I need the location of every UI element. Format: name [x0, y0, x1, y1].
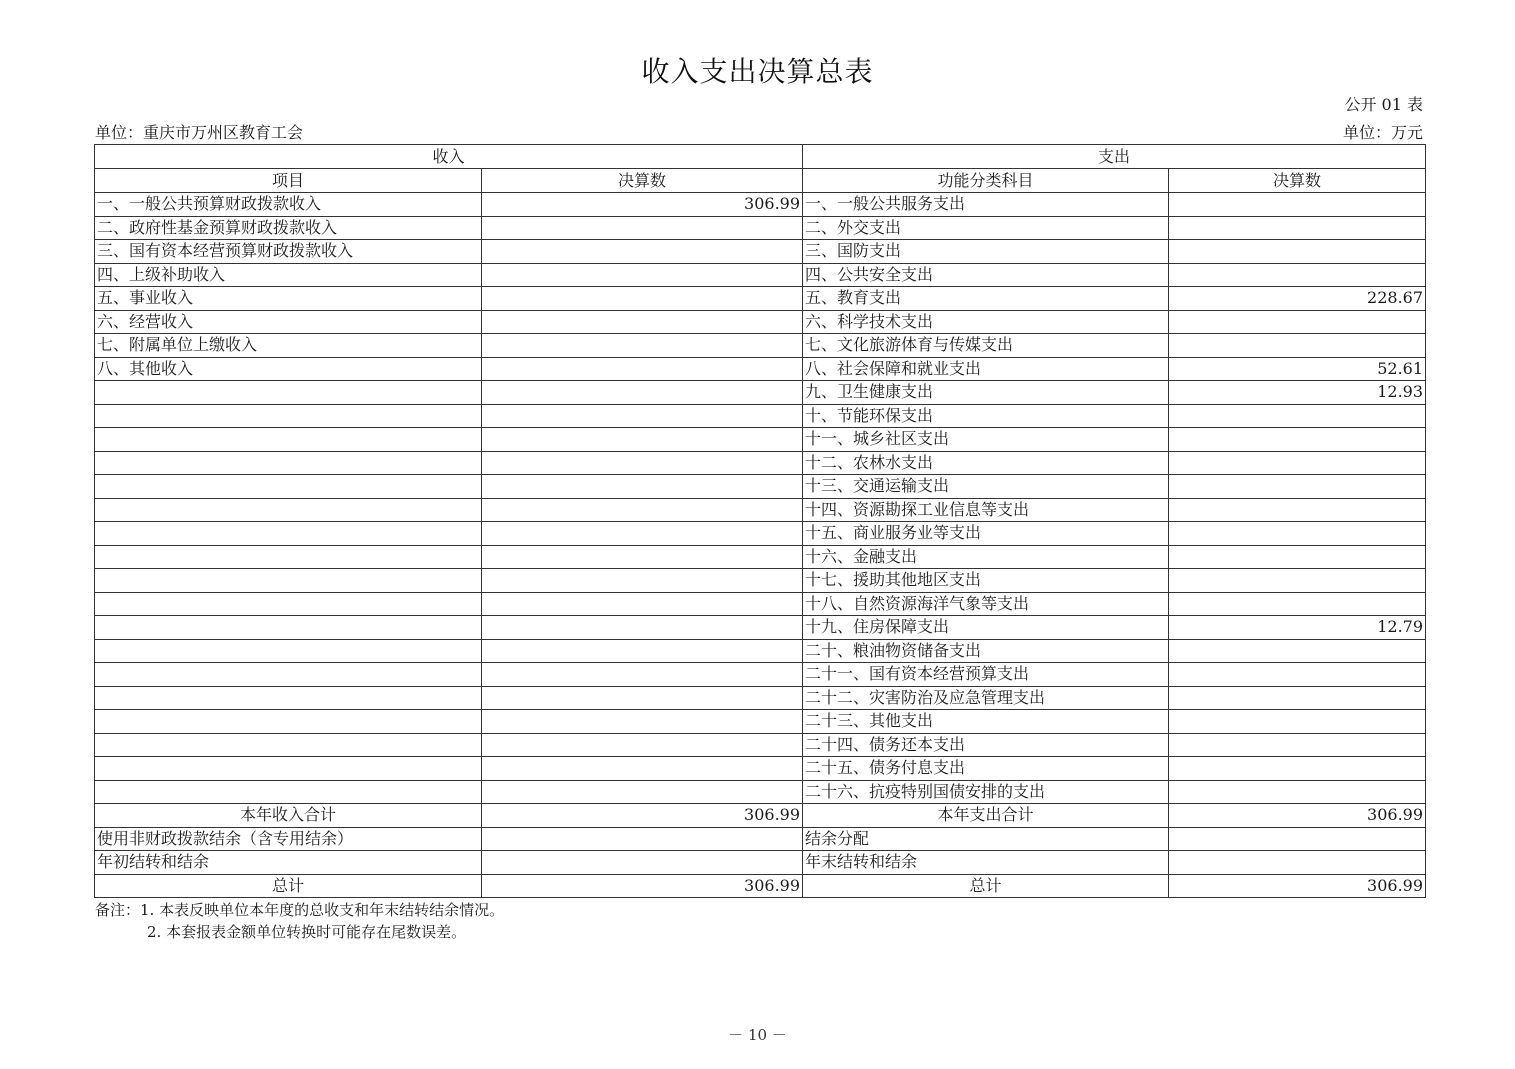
expense-subtotal-label: 本年支出合计	[803, 804, 1169, 828]
notes	[95, 899, 504, 943]
income-item-cell	[95, 592, 482, 616]
table-row	[95, 639, 1426, 663]
income-group-header: 收入	[95, 145, 803, 169]
table-row	[95, 592, 1426, 616]
income-amount-cell	[482, 498, 803, 522]
expense-item-cell: 九、卫生健康支出	[803, 381, 1169, 405]
expense-item-cell: 十二、农林水支出	[803, 451, 1169, 475]
income-item-cell	[95, 616, 482, 640]
note-line-2: 2. 本套报表金额单位转换时可能存在尾数误差。	[147, 923, 467, 941]
income-amount-cell	[482, 639, 803, 663]
table-row	[95, 498, 1426, 522]
income-item-cell	[95, 663, 482, 687]
income-item-cell: 一、一般公共预算财政拨款收入	[95, 193, 482, 217]
expense-amount-cell	[1169, 193, 1426, 217]
table-row	[95, 287, 1426, 311]
income-amount-cell	[482, 357, 803, 381]
income-item-cell: 七、附属单位上缴收入	[95, 334, 482, 358]
income-item-cell: 六、经营收入	[95, 310, 482, 334]
income-amount-cell	[482, 240, 803, 264]
income-item-cell	[95, 522, 482, 546]
income-item-cell	[95, 545, 482, 569]
income-amount-cell	[482, 263, 803, 287]
expense-amount-cell	[1169, 757, 1426, 781]
income-item-cell	[95, 428, 482, 452]
income-amount-cell	[482, 381, 803, 405]
expense-item-cell: 二十三、其他支出	[803, 710, 1169, 734]
expense-amount-cell	[1169, 263, 1426, 287]
income-amount-cell	[482, 475, 803, 499]
income-amount-cell	[482, 404, 803, 428]
expense-item-cell: 二十六、抗疫特别国债安排的支出	[803, 780, 1169, 804]
income-amount-cell	[482, 663, 803, 687]
income-balance-amount	[482, 827, 803, 851]
income-amount-cell	[482, 287, 803, 311]
income-amount-cell	[482, 334, 803, 358]
reporting-unit: 单位：重庆市万州区教育工会	[95, 123, 304, 142]
income-item-cell	[95, 757, 482, 781]
expense-amount-cell	[1169, 240, 1426, 264]
table-row	[95, 310, 1426, 334]
expense-item-cell: 二十一、国有资本经营预算支出	[803, 663, 1169, 687]
expense-balance-item: 年末结转和结余	[803, 851, 1169, 875]
income-amount-cell	[482, 216, 803, 240]
income-item-cell	[95, 686, 482, 710]
table-row	[95, 216, 1426, 240]
income-item-cell: 二、政府性基金预算财政拨款收入	[95, 216, 482, 240]
expense-subtotal-amount: 306.99	[1169, 804, 1426, 828]
income-amount-cell	[482, 616, 803, 640]
expense-item-cell: 二十五、债务付息支出	[803, 757, 1169, 781]
table-row	[95, 193, 1426, 217]
balance-row	[95, 827, 1426, 851]
income-expense-table	[94, 144, 1426, 898]
form-number: 公开 01 表	[1344, 95, 1423, 114]
expense-amount-cell	[1169, 639, 1426, 663]
expense-item-cell: 三、国防支出	[803, 240, 1169, 264]
income-item-cell	[95, 710, 482, 734]
expense-item-cell: 五、教育支出	[803, 287, 1169, 311]
income-balance-item: 年初结转和结余	[95, 851, 482, 875]
expense-item-cell: 十四、资源勘探工业信息等支出	[803, 498, 1169, 522]
income-item-cell	[95, 498, 482, 522]
table-row	[95, 757, 1426, 781]
currency-unit: 单位：万元	[1342, 123, 1423, 142]
income-item-cell	[95, 569, 482, 593]
income-amount-cell	[482, 310, 803, 334]
table-row	[95, 522, 1426, 546]
summary-body	[95, 804, 1426, 898]
expense-balance-amount	[1169, 827, 1426, 851]
table-row	[95, 357, 1426, 381]
income-balance-amount	[482, 851, 803, 875]
expense-amount-cell: 12.79	[1169, 616, 1426, 640]
income-amount-cell	[482, 733, 803, 757]
income-total-label: 总计	[95, 874, 482, 898]
table-row	[95, 545, 1426, 569]
income-amount-cell	[482, 451, 803, 475]
income-subtotal-label: 本年收入合计	[95, 804, 482, 828]
table-row	[95, 710, 1426, 734]
expense-amount-cell: 12.93	[1169, 381, 1426, 405]
income-item-cell: 八、其他收入	[95, 357, 482, 381]
income-item-cell	[95, 451, 482, 475]
table-row	[95, 616, 1426, 640]
expense-amount-cell	[1169, 545, 1426, 569]
expense-balance-item: 结余分配	[803, 827, 1169, 851]
expense-item-cell: 十、节能环保支出	[803, 404, 1169, 428]
income-subtotal-amount: 306.99	[482, 804, 803, 828]
income-amount-cell	[482, 686, 803, 710]
table-row	[95, 240, 1426, 264]
table-body	[95, 193, 1426, 804]
income-amount-header: 决算数	[482, 169, 803, 193]
column-header-row	[95, 169, 1426, 193]
income-item-cell	[95, 639, 482, 663]
table-row	[95, 663, 1426, 687]
income-amount-cell	[482, 569, 803, 593]
expense-item-cell: 八、社会保障和就业支出	[803, 357, 1169, 381]
table-row	[95, 733, 1426, 757]
expense-amount-cell	[1169, 404, 1426, 428]
income-amount-cell	[482, 780, 803, 804]
total-row	[95, 874, 1426, 898]
page-title: 收入支出决算总表	[641, 55, 874, 88]
income-amount-cell	[482, 592, 803, 616]
expense-group-header: 支出	[803, 145, 1426, 169]
balance-row	[95, 851, 1426, 875]
expense-amount-cell	[1169, 310, 1426, 334]
expense-amount-cell	[1169, 475, 1426, 499]
expense-item-cell: 二、外交支出	[803, 216, 1169, 240]
table-row	[95, 569, 1426, 593]
income-item-cell: 五、事业收入	[95, 287, 482, 311]
expense-item-cell: 十一、城乡社区支出	[803, 428, 1169, 452]
expense-amount-cell	[1169, 498, 1426, 522]
expense-amount-header: 决算数	[1169, 169, 1426, 193]
expense-amount-cell: 228.67	[1169, 287, 1426, 311]
income-item-cell: 四、上级补助收入	[95, 263, 482, 287]
page-number: － 10 －	[728, 1026, 787, 1044]
expense-amount-cell	[1169, 451, 1426, 475]
expense-amount-cell	[1169, 663, 1426, 687]
income-item-cell	[95, 780, 482, 804]
expense-amount-cell	[1169, 522, 1426, 546]
income-amount-cell	[482, 428, 803, 452]
expense-item-cell: 十九、住房保障支出	[803, 616, 1169, 640]
expense-item-cell: 十六、金融支出	[803, 545, 1169, 569]
subtotal-row	[95, 804, 1426, 828]
income-amount-cell	[482, 545, 803, 569]
expense-item-cell: 十八、自然资源海洋气象等支出	[803, 592, 1169, 616]
income-item-cell	[95, 733, 482, 757]
expense-amount-cell	[1169, 686, 1426, 710]
expense-item-cell: 二十、粮油物资储备支出	[803, 639, 1169, 663]
expense-amount-cell	[1169, 592, 1426, 616]
income-amount-cell	[482, 757, 803, 781]
table-row	[95, 263, 1426, 287]
income-item-header: 项目	[95, 169, 482, 193]
expense-item-header: 功能分类科目	[803, 169, 1169, 193]
expense-item-cell: 二十四、债务还本支出	[803, 733, 1169, 757]
income-amount-cell	[482, 710, 803, 734]
expense-amount-cell	[1169, 780, 1426, 804]
expense-item-cell: 十五、商业服务业等支出	[803, 522, 1169, 546]
table-row	[95, 381, 1426, 405]
expense-amount-cell	[1169, 569, 1426, 593]
expense-amount-cell	[1169, 216, 1426, 240]
expense-amount-cell	[1169, 710, 1426, 734]
table-row	[95, 451, 1426, 475]
income-item-cell	[95, 381, 482, 405]
income-balance-item: 使用非财政拨款结余（含专用结余）	[95, 827, 482, 851]
expense-amount-cell	[1169, 334, 1426, 358]
income-amount-cell	[482, 522, 803, 546]
table-row	[95, 334, 1426, 358]
income-item-cell	[95, 404, 482, 428]
expense-amount-cell: 52.61	[1169, 357, 1426, 381]
income-total-amount: 306.99	[482, 874, 803, 898]
expense-item-cell: 七、文化旅游体育与传媒支出	[803, 334, 1169, 358]
expense-total-label: 总计	[803, 874, 1169, 898]
expense-amount-cell	[1169, 428, 1426, 452]
group-header-row	[95, 145, 1426, 169]
table-row	[95, 428, 1426, 452]
table-row	[95, 686, 1426, 710]
expense-amount-cell	[1169, 733, 1426, 757]
table-row	[95, 780, 1426, 804]
expense-balance-amount	[1169, 851, 1426, 875]
expense-total-amount: 306.99	[1169, 874, 1426, 898]
income-item-cell	[95, 475, 482, 499]
table-row	[95, 404, 1426, 428]
note-line-1: 备注：1. 本表反映单位本年度的总收支和年末结转结余情况。	[95, 901, 505, 919]
expense-item-cell: 十七、援助其他地区支出	[803, 569, 1169, 593]
income-item-cell: 三、国有资本经营预算财政拨款收入	[95, 240, 482, 264]
expense-item-cell: 一、一般公共服务支出	[803, 193, 1169, 217]
expense-item-cell: 四、公共安全支出	[803, 263, 1169, 287]
expense-item-cell: 二十二、灾害防治及应急管理支出	[803, 686, 1169, 710]
expense-item-cell: 十三、交通运输支出	[803, 475, 1169, 499]
table-row	[95, 475, 1426, 499]
income-amount-cell: 306.99	[482, 193, 803, 217]
expense-item-cell: 六、科学技术支出	[803, 310, 1169, 334]
